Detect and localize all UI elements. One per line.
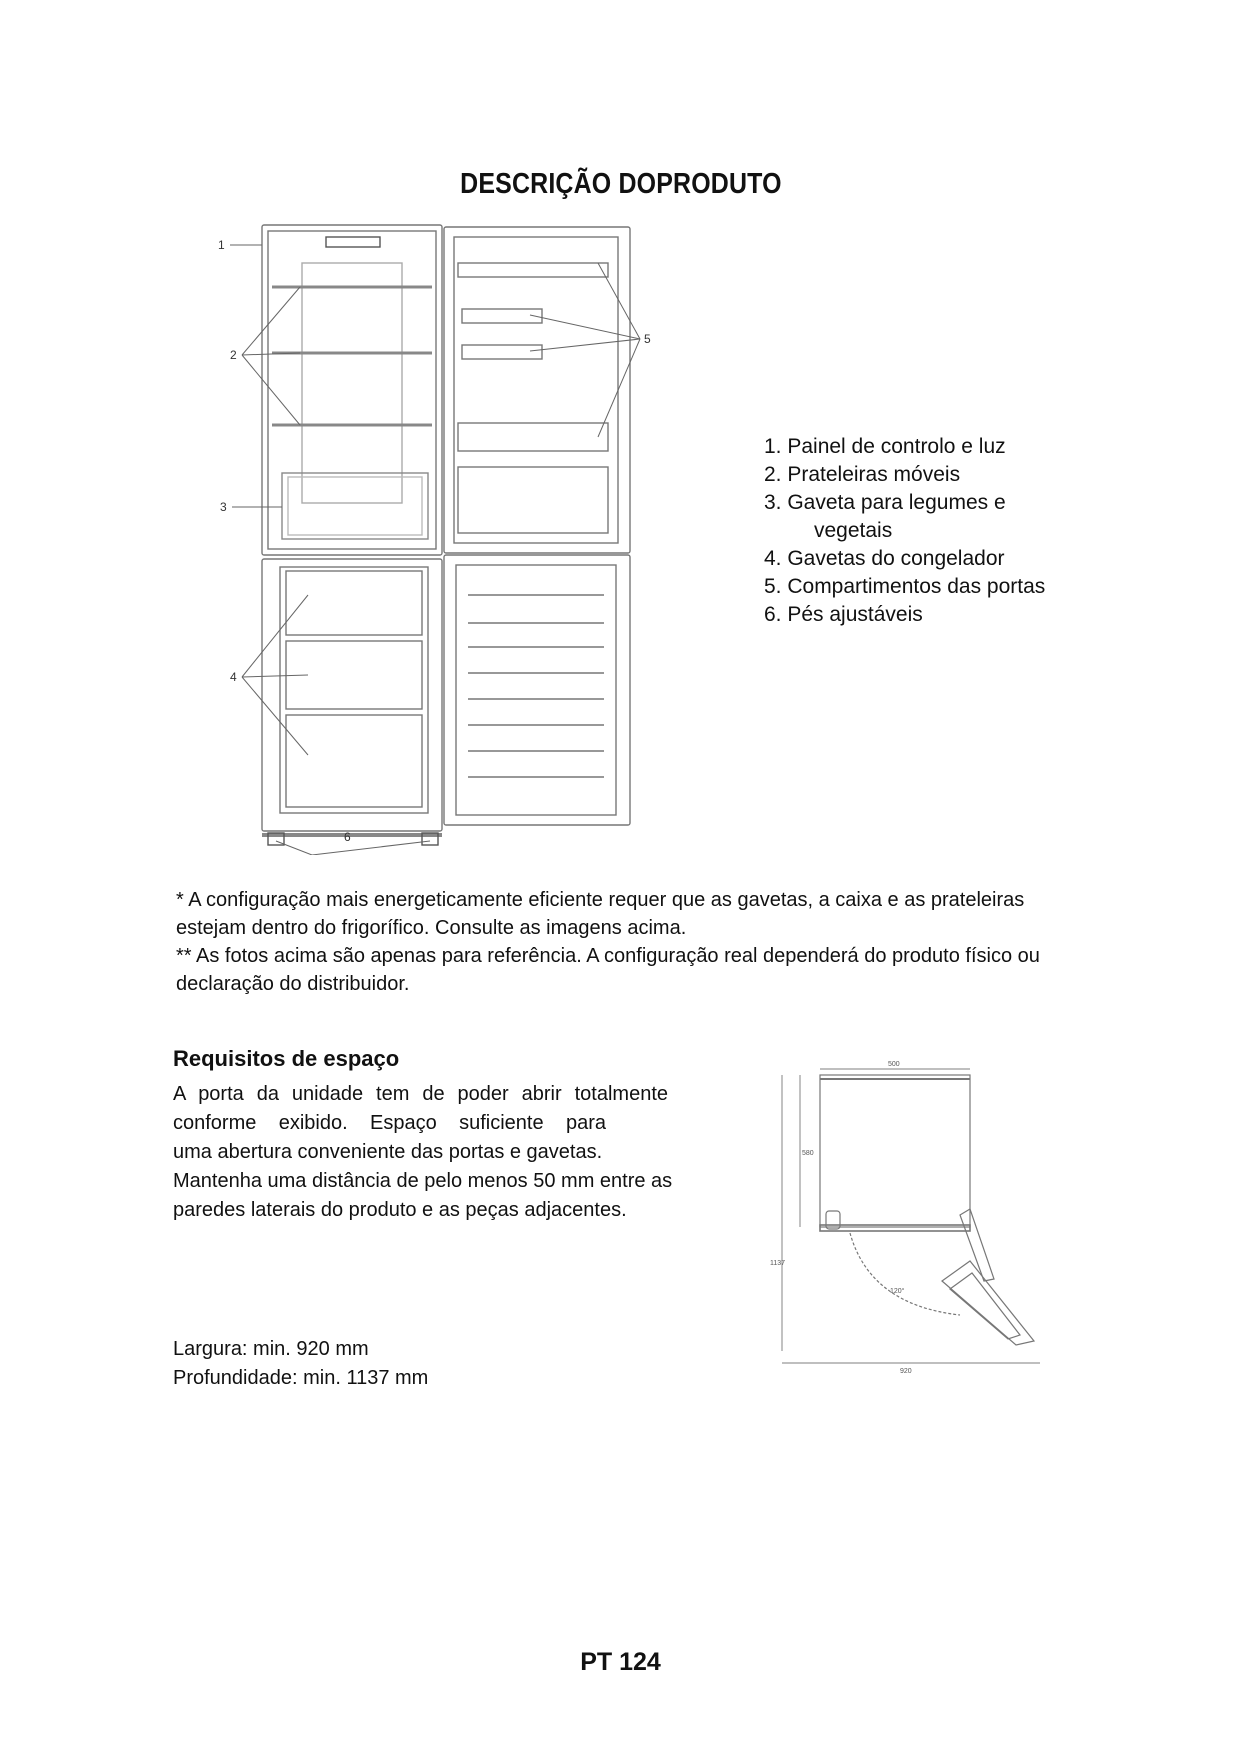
page-number: PT 124 (580, 1648, 661, 1676)
callout-4: 4 (230, 670, 237, 684)
note-reference: ** As fotos acima são apenas para referência. A configuração real dependerá do produto físico ou declaração do distribuidor. (176, 945, 1040, 995)
legend-item: 3. Gaveta para legumes e (764, 491, 1006, 514)
legend-item: 6. Pés ajustáveis (764, 603, 923, 626)
note-efficiency: * A configuração mais energeticamente eficiente requer que as gavetas, a caixa e as prateleiras estejam dentro do frigorífico. Consulte as imagens acima. (176, 889, 1025, 939)
minimum-dimensions (173, 1335, 428, 1393)
space-line: A porta da unidade tem de poder abrir totalmente (173, 1083, 668, 1105)
space-line: uma abertura conveniente das portas e gavetas. (173, 1141, 603, 1163)
callout-5: 5 (644, 332, 651, 346)
legend-item: 2. Prateleiras móveis (764, 463, 961, 486)
legend-item: 4. Gavetas do congelador (764, 547, 1005, 570)
space-line: Mantenha uma distância de pelo menos 50 mm entre as (173, 1170, 673, 1192)
top-dimension: 500 (888, 1061, 900, 1068)
space-text (173, 1080, 683, 1225)
notes (176, 886, 1076, 998)
callout-1: 1 (218, 238, 225, 252)
callout-2: 2 (230, 348, 237, 362)
space-line: paredes laterais do produto e as peças adjacentes. (173, 1199, 627, 1221)
space-line: conforme exibido. Espaço suficiente para (173, 1112, 606, 1134)
upper-depth-dimension: 580 (802, 1150, 814, 1157)
parts-legend (764, 433, 1045, 629)
total-depth-dimension: 1137 (770, 1260, 786, 1267)
legend-item: 1. Painel de controlo e luz (764, 435, 1006, 458)
bottom-dimension: 920 (900, 1368, 912, 1375)
depth-requirement: Profundidade: min. 1137 mm (173, 1367, 429, 1389)
fridge-diagram (200, 215, 700, 855)
door-clearance-diagram (770, 1055, 1070, 1385)
callout-6: 6 (344, 830, 351, 844)
callout-3: 3 (220, 500, 227, 514)
page-title: DESCRIÇÃO DOPRODUTO (459, 168, 782, 200)
legend-item: 5. Compartimentos das portas (764, 575, 1046, 598)
angle-label: 120° (890, 1288, 905, 1295)
legend-item: vegetais (814, 519, 893, 542)
space-heading: Requisitos de espaço (173, 1046, 400, 1071)
width-requirement: Largura: min. 920 mm (173, 1338, 369, 1360)
